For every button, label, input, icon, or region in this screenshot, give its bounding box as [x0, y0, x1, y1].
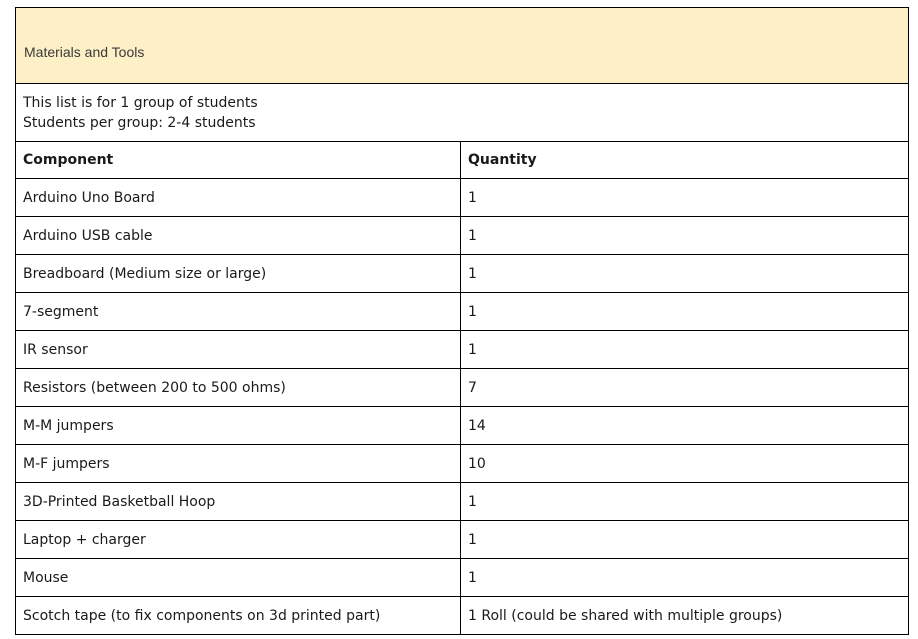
table-row [16, 293, 909, 331]
table-row [16, 255, 909, 293]
quantity-cell: 1 [461, 559, 909, 597]
quantity-cell: 10 [461, 445, 909, 483]
quantity-cell: 1 [461, 179, 909, 217]
group-info [16, 84, 909, 142]
component-cell: Arduino USB cable [16, 217, 461, 255]
title-row [16, 8, 909, 84]
component-cell: Scotch tape (to fix components on 3d printed part) [16, 597, 461, 635]
component-cell: Resistors (between 200 to 500 ohms) [16, 369, 461, 407]
table-row [16, 559, 909, 597]
component-cell: Mouse [16, 559, 461, 597]
component-cell: Laptop + charger [16, 521, 461, 559]
table-row [16, 521, 909, 559]
table-row [16, 369, 909, 407]
quantity-cell: 1 [461, 483, 909, 521]
quantity-cell: 1 [461, 331, 909, 369]
component-cell: Arduino Uno Board [16, 179, 461, 217]
header-row [16, 142, 909, 179]
table-row [16, 597, 909, 635]
quantity-cell: 1 Roll (could be shared with multiple groups) [461, 597, 909, 635]
quantity-cell: 1 [461, 521, 909, 559]
group-info-line-2: Students per group: 2-4 students [23, 114, 256, 131]
component-cell: IR sensor [16, 331, 461, 369]
quantity-cell: 1 [461, 217, 909, 255]
component-cell: 7-segment [16, 293, 461, 331]
component-cell: 3D-Printed Basketball Hoop [16, 483, 461, 521]
quantity-cell: 14 [461, 407, 909, 445]
column-header-quantity: Quantity [461, 142, 909, 179]
table-row [16, 217, 909, 255]
materials-table [15, 7, 909, 635]
table-row [16, 407, 909, 445]
component-cell: Breadboard (Medium size or large) [16, 255, 461, 293]
group-info-line-1: This list is for 1 group of students [23, 94, 258, 111]
section-title: Materials and Tools [16, 8, 909, 84]
table-row [16, 331, 909, 369]
info-row [16, 84, 909, 142]
quantity-cell: 1 [461, 293, 909, 331]
table-row [16, 483, 909, 521]
component-cell: M-F jumpers [16, 445, 461, 483]
component-cell: M-M jumpers [16, 407, 461, 445]
table-row [16, 445, 909, 483]
column-header-component: Component [16, 142, 461, 179]
quantity-cell: 7 [461, 369, 909, 407]
table-row [16, 179, 909, 217]
quantity-cell: 1 [461, 255, 909, 293]
